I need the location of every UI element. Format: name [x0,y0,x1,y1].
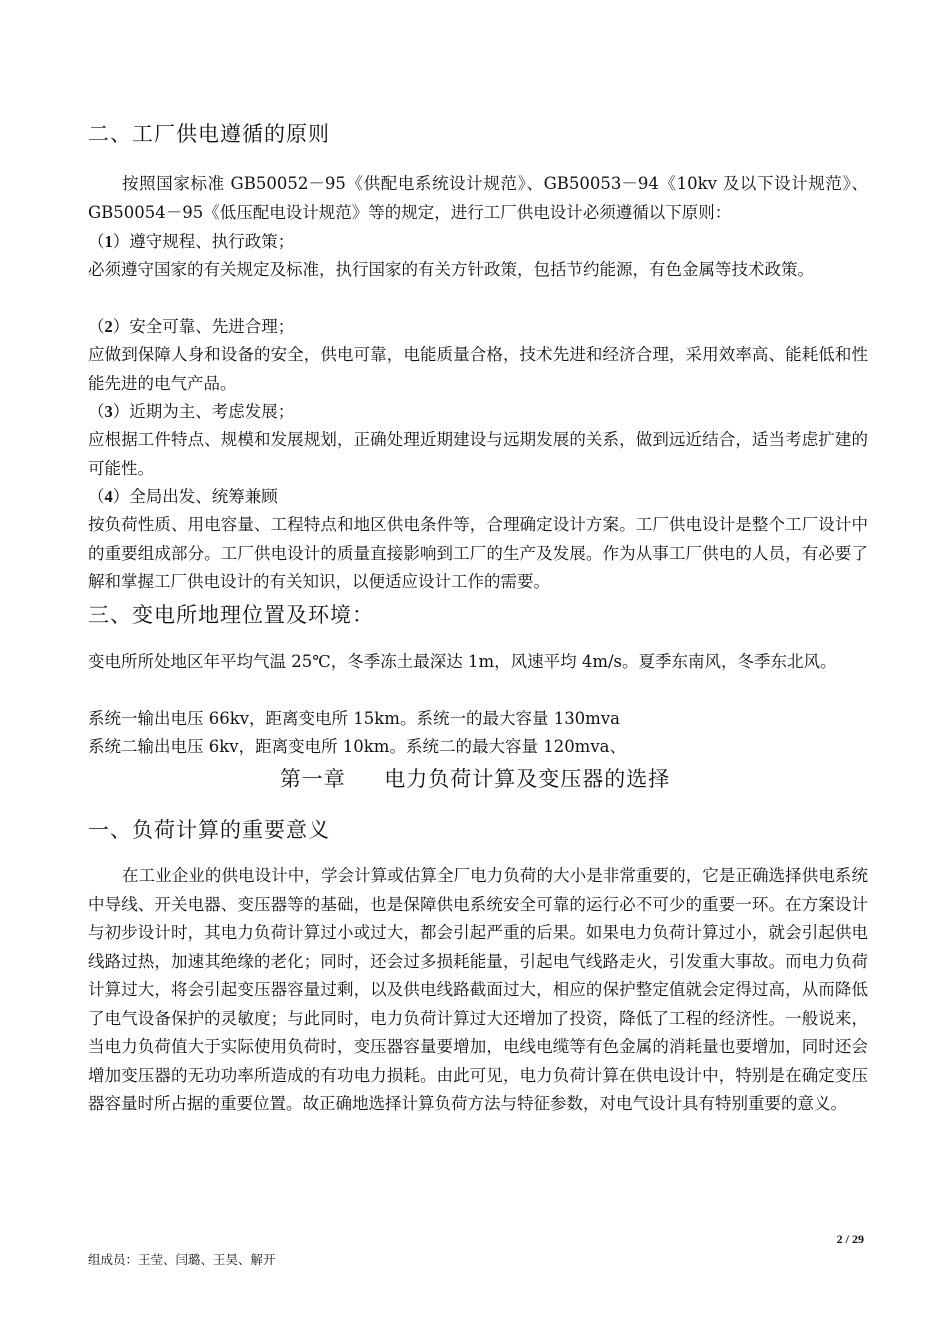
principle-3-body: 应根据工件特点、规模和发展规划，正确处理近期建设与远期发展的关系，做到远近结合，适当考虑扩建的可能性。 [88,430,868,478]
system2-info: 系统二输出电压 6kv，距离变电所 10km。系统二的最大容量 120mva、 [88,737,626,756]
page-number: 2 / 29 [836,1232,864,1246]
principle-1-body: 必须遵守国家的有关规定及标准，执行国家的有关方针政策，包括节约能源，有色金属等技术政策。 [88,260,814,279]
principle-4-title: （4）全局出发、统筹兼顾 [88,487,278,506]
principle-2-title: （2）安全可靠、先进合理； [88,317,295,336]
chapter1-section1-heading: 一、负荷计算的重要意义 [88,818,330,842]
section3-heading: 三、变电所地理位置及环境： [88,603,374,627]
chapter1-section1-body: 在工业企业的供电设计中，学会计算或估算全厂电力负荷的大小是非常重要的，它是正确选择供电系统中导线、开关电器、变压器等的基础，也是保障供电系统安全可靠的运行必不可少的重要一环。在方案设计与初步设计时，其电力负荷计算过小或过大，都会引起严重的后果。如果电力负荷计算过小，就会引起供电线路过热，加速其绝缘的老化；同时，还会过多损耗能量，引起电气线路走火，引发重大事故。而电力负荷计算过大，将会引起变压器容量过剩，以及供电线路截面过大，相应的保护整定值就会定得过高，从而降低了电气设备保护的灵敏度；与此同时，电力负荷计算过大还增加了投资，降低了工程的经济性。一般说来，当电力负荷值大于实际使用负荷时，变压器容量要增加，电线电缆等有色金属的消耗量也要增加，同时还会增加变压器的无功功率所造成的有功电力损耗。由此可见，电力负荷计算在供电设计中，特别是在确定变压器容量时所占据的重要位置。故正确地选择计算负荷方法与特征参数，对电气设计具有特别重要的意义。 [88,866,868,1113]
group-members: 组成员：王莹、闫璐、王昊、解开 [88,1252,276,1267]
principle-1-title: （1）遵守规程、执行政策； [88,232,295,251]
principle-3-title: （3）近期为主、考虑发展； [88,402,295,421]
environment-climate: 变电所所处地区年平均气温 25℃，冬季冻土最深达 1m，风速平均 4m/s。夏季东南风，冬季东北风。 [88,652,837,671]
section2-intro: 按照国家标准 GB50052－95《供配电系统设计规范》、GB50053－94《10kv 及以下设计规范》、GB50054－95《低压配电设计规范》等的规定，进行工厂供电设计必须遵循以下原则： [88,174,868,222]
section2-heading: 二、工厂供电遵循的原则 [88,122,330,146]
chapter-title: 第一章 电力负荷计算及变压器的选择 [279,767,671,791]
principle-2-body: 应做到保障人身和设备的安全，供电可靠，电能质量合格，技术先进和经济合理，采用效率高、能耗低和性能先进的电气产品。 [88,345,868,393]
principle-4-body: 按负荷性质、用电容量、工程特点和地区供电条件等，合理确定设计方案。工厂供电设计是整个工厂设计中的重要组成部分。工厂供电设计的质量直接影响到工厂的生产及发展。作为从事工厂供电的人员，有必要了解和掌握工厂供电设计的有关知识，以便适应设计工作的需要。 [88,515,868,591]
system1-info: 系统一输出电压 66kv，距离变电所 15km。系统一的最大容量 130mva [88,709,620,728]
